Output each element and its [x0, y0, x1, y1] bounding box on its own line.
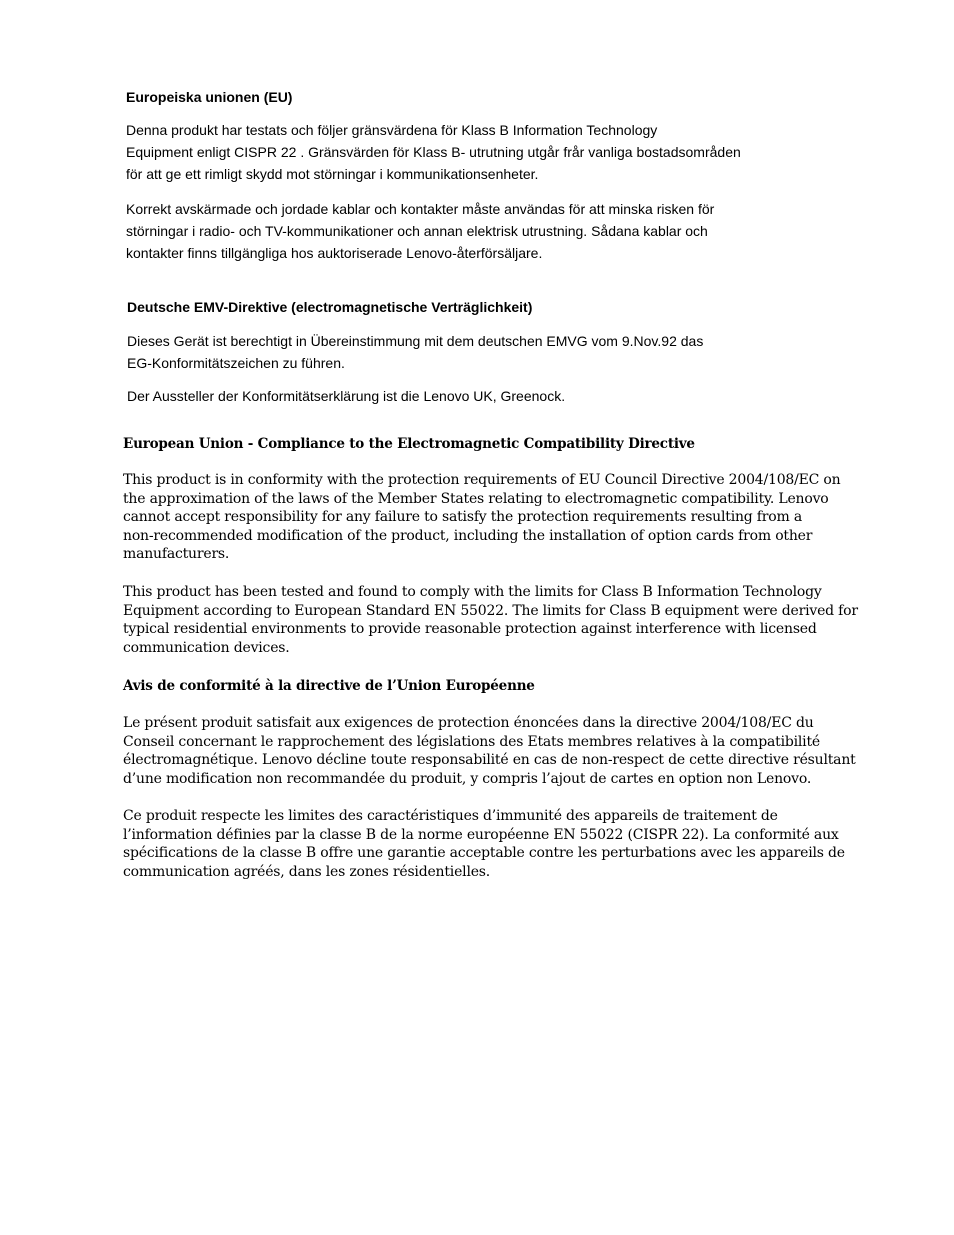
text-line: communication devices. [123, 639, 290, 656]
text-line: Denna produkt har testats och följer gränsvärdena för Klass B Information Technology [126, 122, 658, 138]
text-line: communication agréés, dans les zones résidentielles. [123, 863, 491, 880]
german-paragraph-2 [127, 385, 565, 407]
text-line: non-recommended modification of the product, including the installation of option cards from other [123, 527, 813, 544]
text-line: störningar i radio- och TV-kommunikationer och annan elektrisk utrustning. Sådana kablar och [126, 223, 708, 239]
english-paragraph-2 [123, 583, 858, 657]
german-paragraph-1 [127, 330, 703, 374]
text-line: EG-Konformitätszeichen zu führen. [127, 355, 345, 371]
german-heading: Deutsche EMV-Direktive (electromagnetische Verträglichkeit) [127, 299, 533, 315]
text-line: manufacturers. [123, 546, 230, 562]
text-line: l’information définies par la classe B de la norme européenne EN 55022 (CISPR 22). La conformité aux [123, 826, 839, 843]
text-line: d’une modification non recommandée du produit, y compris l’ajout de cartes en option non Lenovo. [123, 770, 812, 787]
swedish-paragraph-2 [126, 198, 714, 264]
text-line: Equipment enligt CISPR 22 . Gränsvärden för Klass B- utrutning utgår frår vanliga bostadsområden [126, 144, 741, 160]
text-line: Equipment according to European Standard EN 55022. The limits for Class B equipment were derived for [123, 602, 858, 619]
text-line: Le présent produit satisfait aux exigences de protection énoncées dans la directive 2004/108/EC du [123, 715, 814, 731]
french-paragraph-1 [123, 714, 856, 788]
text-line: Der Aussteller der Konformitätserklärung ist die Lenovo UK, Greenock. [127, 388, 566, 404]
text-line: the approximation of the laws of the Member States relating to electromagnetic compatibility. Lenovo [123, 490, 829, 507]
english-paragraph-1 [123, 471, 840, 564]
text-line: Dieses Gerät ist berechtigt in Übereinstimmung mit dem deutschen EMVG vom 9.Nov.92 das [127, 333, 704, 349]
french-heading: Avis de conformité à la directive de l’Union Européenne [123, 678, 535, 694]
text-line: This product is in conformity with the protection requirements of EU Council Directive 2004/108/EC on [123, 472, 841, 488]
text-line: This product has been tested and found to comply with the limits for Class B Information Technology [123, 584, 822, 600]
text-line: Korrekt avskärmade och jordade kablar och kontakter måste användas för att minska risken för [126, 201, 715, 217]
text-line: Conseil concernant le rapprochement des législations des Etats membres relatives à la compatibilité [123, 733, 820, 750]
text-line: électromagnétique. Lenovo décline toute responsabilité en cas de non-respect de cette directive résultant [123, 752, 856, 768]
text-line: cannot accept responsibility for any failure to satisfy the protection requirements resulting from a [123, 509, 802, 525]
french-paragraph-2 [123, 807, 845, 881]
english-heading: European Union - Compliance to the Electromagnetic Compatibility Directive [123, 436, 695, 452]
text-line: typical residential environments to provide reasonable protection against interference with licensed [123, 621, 817, 637]
swedish-heading: Europeiska unionen (EU) [126, 89, 293, 105]
text-line: kontakter finns tillgängliga hos auktoriserade Lenovo-återförsäljare. [126, 245, 543, 261]
text-line: Ce produit respecte les limites des caractéristiques d’immunité des appareils de traitement de [123, 808, 778, 824]
text-line: för att ge ett rimligt skydd mot störningar i kommunikationsenheter. [126, 166, 539, 182]
swedish-paragraph-1 [126, 119, 741, 185]
text-line: spécifications de la classe B offre une garantie acceptable contre les perturbations avec les appareils de [123, 845, 845, 861]
